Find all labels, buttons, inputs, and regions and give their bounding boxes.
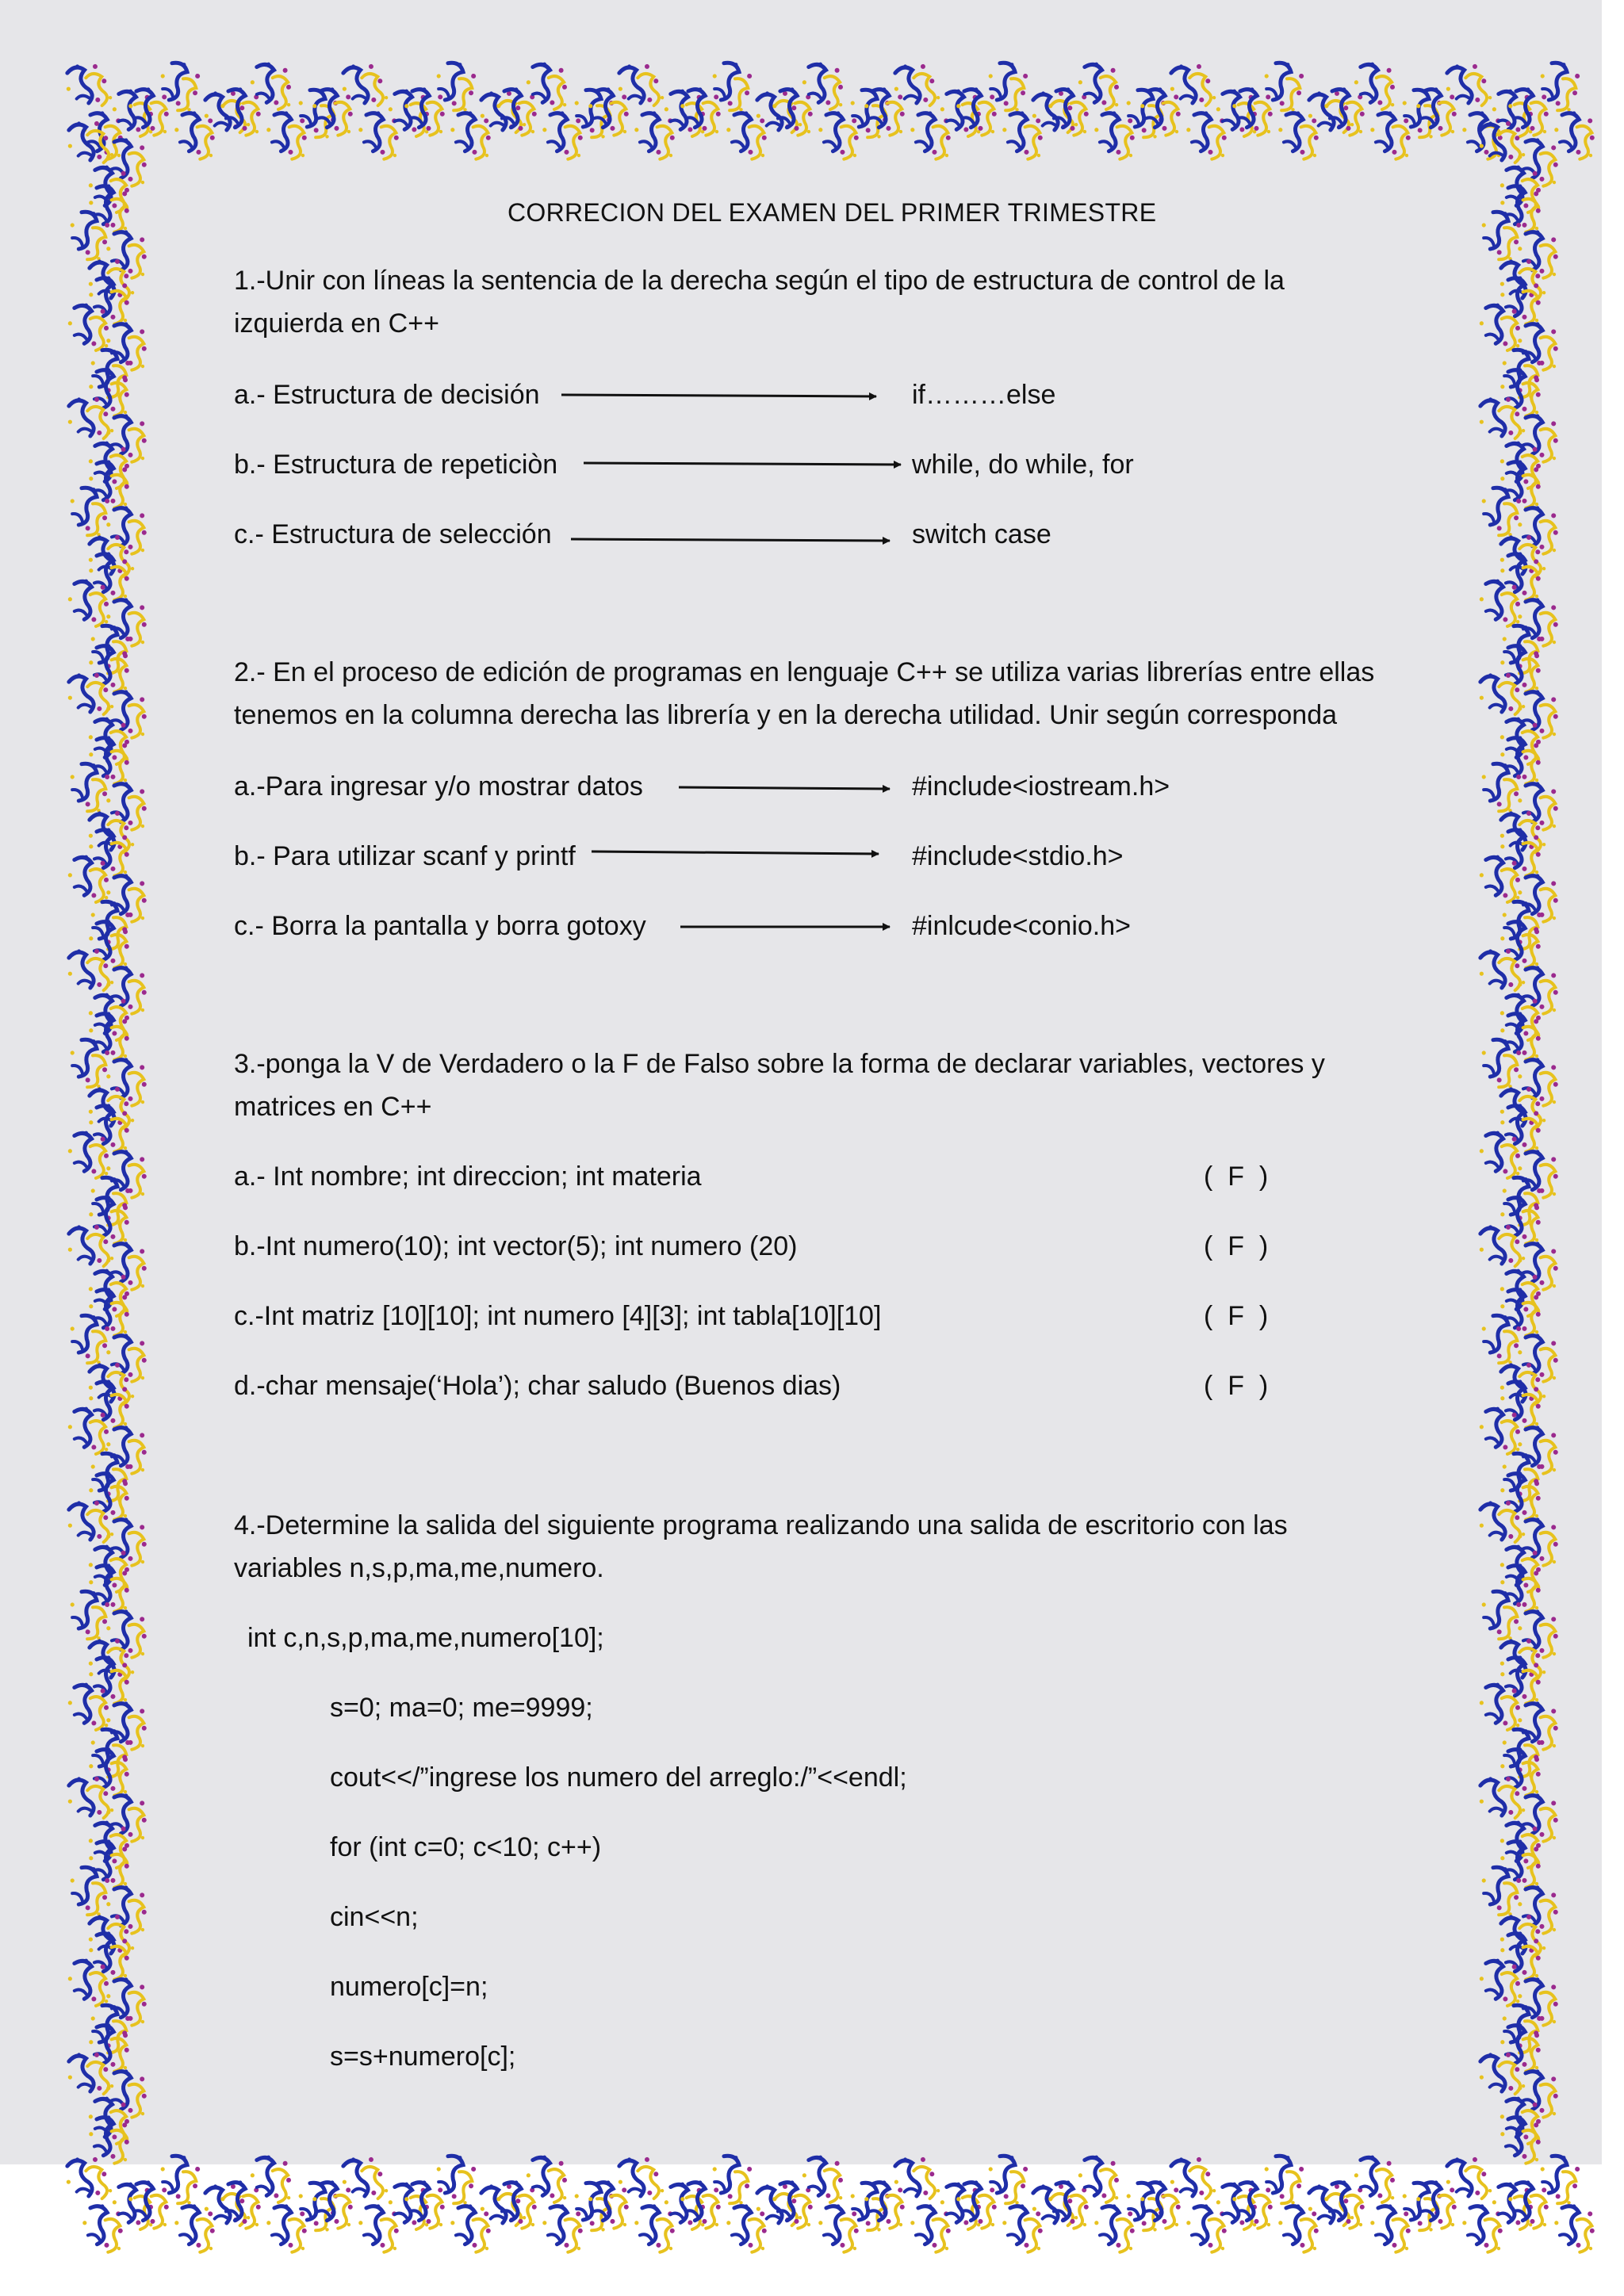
- q3-item-b-statement: b.-Int numero(10); int vector(5); int numero (20): [234, 1231, 798, 1261]
- q3-item-a-statement: a.- Int nombre; int direccion; int materia: [234, 1161, 702, 1192]
- code-line-3: cout<</”ingrese los numero del arreglo:/”<<endl;: [330, 1762, 907, 1793]
- q2-item-a-left: a.-Para ingresar y/o mostrar datos: [234, 771, 643, 802]
- page-title: CORRECION DEL EXAMEN DEL PRIMER TRIMESTRE: [508, 198, 1157, 227]
- q2-prompt-line1: 2.- En el proceso de edición de programas en lenguaje C++ se utiliza varias librerías entre ellas: [234, 657, 1375, 687]
- q3-item-b-answer: ( F ): [1204, 1231, 1269, 1261]
- q4-prompt-line2: variables n,s,p,ma,me,numero.: [234, 1553, 604, 1583]
- q1-prompt-line1: 1.-Unir con líneas la sentencia de la derecha según el tipo de estructura de control de la: [234, 266, 1285, 296]
- q1-item-c-right: switch case: [912, 519, 1051, 549]
- q2-item-c-left: c.- Borra la pantalla y borra gotoxy: [234, 911, 646, 941]
- code-line-6: numero[c]=n;: [330, 1972, 488, 2002]
- q2-item-b-right: #include<stdio.h>: [912, 841, 1124, 871]
- q1-arrow-a: [561, 395, 876, 396]
- q3-item-c-statement: c.-Int matriz [10][10]; int numero [4][3]; int tabla[10][10]: [234, 1301, 882, 1331]
- q3-item-a-answer: ( F ): [1204, 1161, 1269, 1192]
- q1-item-a-right: if………else: [912, 380, 1056, 410]
- q2-item-b-left: b.- Para utilizar scanf y printf: [234, 841, 576, 871]
- q3-item-c-answer: ( F ): [1204, 1301, 1269, 1331]
- q1-item-a-left: a.- Estructura de decisión: [234, 380, 540, 410]
- code-line-2: s=0; ma=0; me=9999;: [330, 1693, 593, 1723]
- q2-item-a-right: #include<iostream.h>: [912, 771, 1170, 802]
- code-line-7: s=s+numero[c];: [330, 2042, 516, 2072]
- q2-item-c-right: #inlcude<conio.h>: [912, 911, 1132, 941]
- code-line-4: for (int c=0; c<10; c++): [330, 1832, 602, 1862]
- q4-prompt-line1: 4.-Determine la salida del siguiente programa realizando una salida de escritorio con las: [234, 1510, 1288, 1540]
- q2-arrow-b: [592, 851, 879, 854]
- q3-item-d-answer: ( F ): [1204, 1371, 1269, 1401]
- q3-item-d-statement: d.-char mensaje(‘Hola’); char saludo (Buenos dias): [234, 1371, 841, 1401]
- code-line-5: cin<<n;: [330, 1902, 419, 1932]
- q1-item-b-left: b.- Estructura de repeticiòn: [234, 450, 558, 480]
- q2-arrow-a: [679, 787, 890, 789]
- q3-prompt-line1: 3.-ponga la V de Verdadero o la F de Falso sobre la forma de declarar variables, vectores y: [234, 1049, 1325, 1079]
- code-line-1: int c,n,s,p,ma,me,numero[10];: [247, 1623, 604, 1653]
- q2-prompt-line2: tenemos en la columna derecha las librería y en la derecha utilidad. Unir según corresponda: [234, 700, 1338, 730]
- q1-item-c-left: c.- Estructura de selección: [234, 519, 552, 549]
- q1-arrow-c: [571, 539, 890, 541]
- q1-item-b-right: while, do while, for: [912, 450, 1134, 480]
- q1-prompt-line2: izquierda en C++: [234, 308, 439, 339]
- q3-prompt-line2: matrices en C++: [234, 1092, 432, 1122]
- q1-arrow-b: [584, 463, 901, 465]
